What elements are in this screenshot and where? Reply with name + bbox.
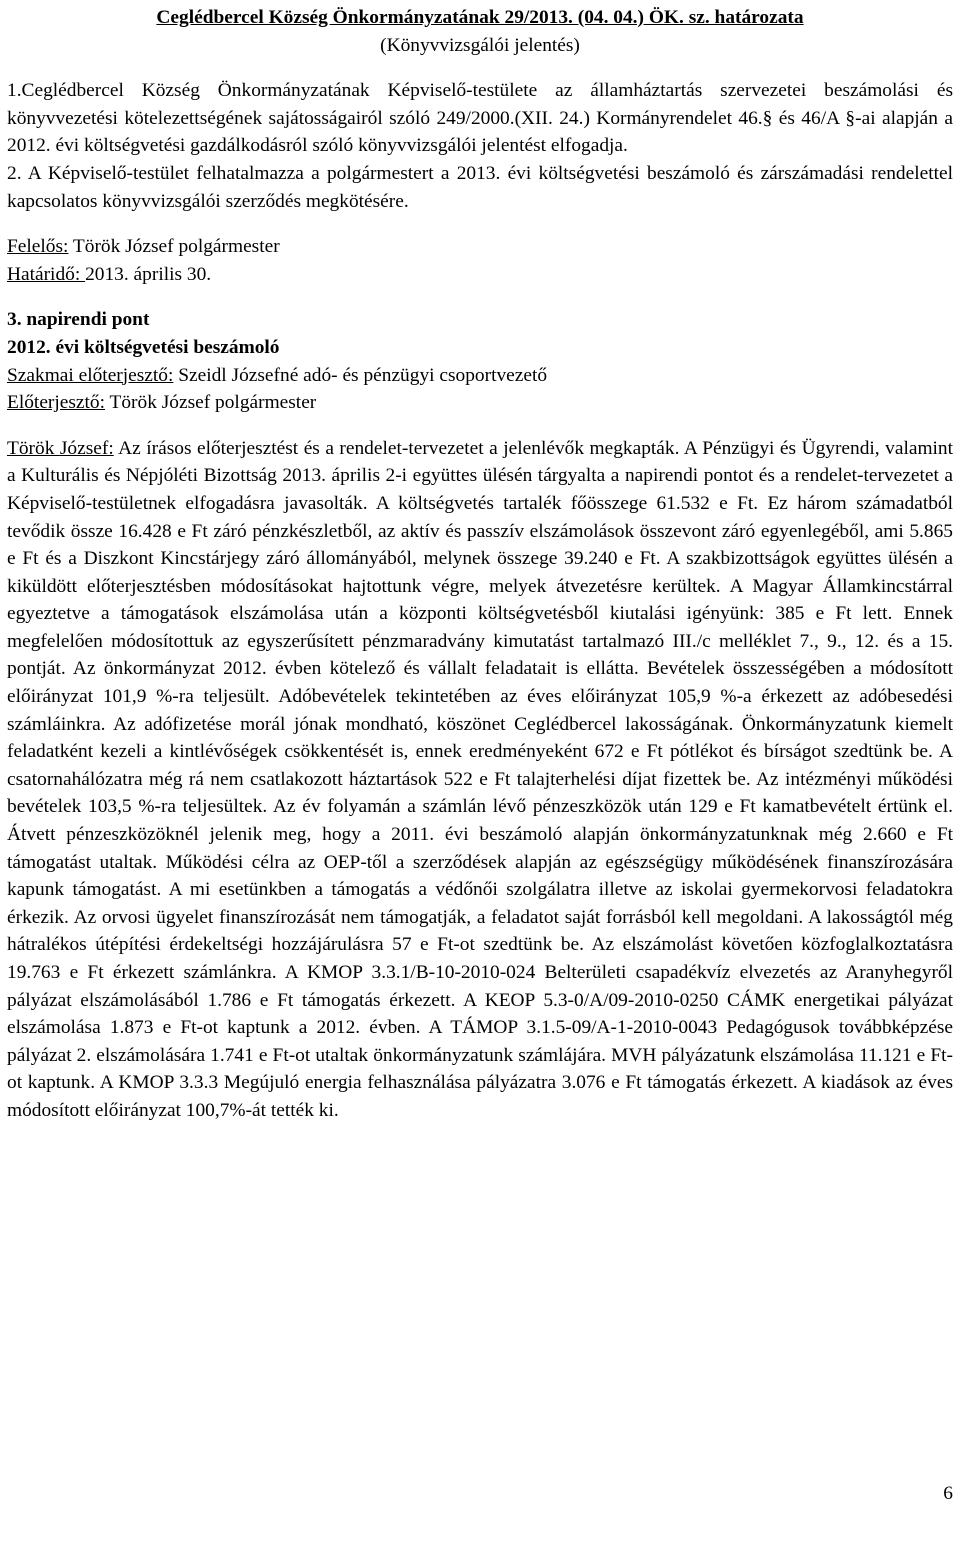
resolution-title: Ceglédbercel Község Önkormányzatának 29/2013. (04. 04.) ÖK. sz. határozata	[156, 7, 804, 28]
responsible-line	[7, 233, 953, 261]
professional-presenter-value: Szeidl Józsefné adó- és pénzügyi csoportvezető	[173, 364, 548, 386]
responsible-value: Török József polgármester	[68, 236, 280, 258]
spacer	[7, 288, 953, 306]
resolution-subtitle: (Könyvvizsgálói jelentés)	[380, 34, 580, 56]
speaker-name: Török József:	[7, 437, 114, 459]
spacer	[7, 59, 953, 77]
responsible-label: Felelős:	[7, 236, 69, 258]
document-heading	[7, 4, 953, 59]
deadline-value: 2013. április 30.	[85, 263, 212, 285]
professional-presenter-label: Szakmai előterjesztő:	[7, 364, 174, 386]
deadline-label: Határidő:	[7, 263, 86, 285]
spacer	[7, 215, 953, 233]
speech-text: Az írásos előterjesztést és a rendelet-tervezetet a jelenlévők megkapták. A Pénzügyi és Ügyrendi, valamint a Kulturális és Népjóléti Bizottság 2013. április 2-i együttes ülésén tárgyalta a napirendi pontot és a rendelet-tervezetet a Képviselő-testületnek elfogadásra javasolták. A költségvetés tartalék főösszege 61.532 e Ft. Ez három számadatból tevődik össze 16.428 e Ft záró pénzkészletből, az aktív és passzív elszámolások összevont záró egyenlegéből, ami 5.865 e Ft és a Diszkont Kincstárjegy záró állományából, melynek összege 39.240 e Ft. A szakbizottságok együttes ülésén a kiküldött előterjesztésben módosításokat hajtottunk végre, melyek átvezetésre kerültek. A Magyar Államkincstárral egyeztetve a támogatások elszámolása után a központi költségvetésből kiutalási igényünk: 385 e Ft lett. Ennek megfelelően módosítottuk az egyszerűsített pénzmaradvány kimutatást tartalmazó III./c melléklet 7., 9., 12. és a 15. pontját. Az önkormányzat 2012. évben kötelező és vállalt feladatait is ellátta. Bevételek összességében a módosított előirányzat 101,9 %-ra teljesült. Adóbevételek tekintetében az éves előirányzat 105,9 %-a érkezett az adóbesedési számláinkra. Az adófizetése morál jónak mondható, köszönet Ceglédbercel lakosságának. Önkormányzatunk kiemelt feladatként kezeli a kintlévőségek csökkentését is, ennek eredményeként 672 e Ft pótlékot és bírságot szedtünk be. A csatornahálózatra még rá nem csatlakozott háztartások 522 e Ft talajterhelési díjat fizettek be. Az intézményi működési bevételek 103,5 %-ra teljesültek. Az év folyamán a számlán lévő pénzeszközök után 129 e Ft kamatbevételt értünk el. Átvett pénzeszközöknél jelenik meg, hogy a 2011. évi beszámoló alapján önkormányzatunknak még 2.660 e Ft támogatást utaltak. Működési célra az OEP-től a szerződések alapján az egészségügy működésének finanszírozására kapunk támogatást. A mi esetünkben a támogatás a védőnői szolgálatra illetve az iskolai gyermekorvosi feladatokra érkezik. Az orvosi ügyelet finanszírozását nem támogatják, a feladatot saját forrásból kell megoldani. A lakosságtól még hátralékos útépítési érdekeltségi hozzájárulásra 57 e Ft-ot szedtünk be. Az elszámolást követően közfoglalkoztatásra 19.763 e Ft érkezett számlánkra. A KMOP 3.3.1/B-10-2010-024 Belterületi csapadékvíz elvezetés az Aranyhegyről pályázat elszámolásából 1.786 e Ft támogatás érkezett. A KEOP 5.3-0/A/09-2010-0250 CÁMK energetikai pályázat elszámolása 1.873 e Ft-ot kaptunk a 2012. évben. A TÁMOP 3.1.5-09/A-1-2010-0043 Pedagógusok továbbképzése pályázat 2. elszámolására 1.741 e Ft-ot utaltak önkormányzatunk számlájára. MVH pályázatunk elszámolása 11.121 e Ft-ot kaptunk. A KMOP 3.3.3 Megújuló energia felhasználása pályázatra 3.076 e Ft támogatás érkezett. A kiadások az éves módosított előirányzat 100,7%-át tették ki.	[7, 437, 953, 1121]
presenter-value: Török József polgármester	[105, 392, 317, 414]
spacer	[7, 417, 953, 435]
presenter-line	[7, 389, 953, 417]
agenda-title: 2012. évi költségvetési beszámoló	[7, 336, 280, 358]
agenda-number: 3. napirendi pont	[7, 309, 150, 331]
deadline-line	[7, 261, 953, 289]
document-page	[7, 4, 953, 1125]
speech-paragraph	[7, 435, 953, 1125]
resolution-item-2: 2. A Képviselő-testület felhatalmazza a polgármestert a 2013. évi költségvetési beszámoló és zárszámadási rendelettel kapcsolatos könyvvizsgálói szerződés megkötésére.	[7, 162, 953, 212]
professional-presenter-line	[7, 362, 953, 390]
resolution-item-1: 1.Ceglédbercel Község Önkormányzatának Képviselő-testülete az államháztartás szervezetei beszámolási és könyvvezetési kötelezettségének sajátosságairól szóló 249/2000.(XII. 24.) Kormányrendelet 46.§ és 46/A §-ai alapján a 2012. évi költségvetési gazdálkodásról szóló könyvvizsgálói jelentést elfogadja.	[7, 80, 953, 157]
page-number: 6	[943, 1483, 953, 1504]
presenter-label: Előterjesztő:	[7, 392, 105, 414]
